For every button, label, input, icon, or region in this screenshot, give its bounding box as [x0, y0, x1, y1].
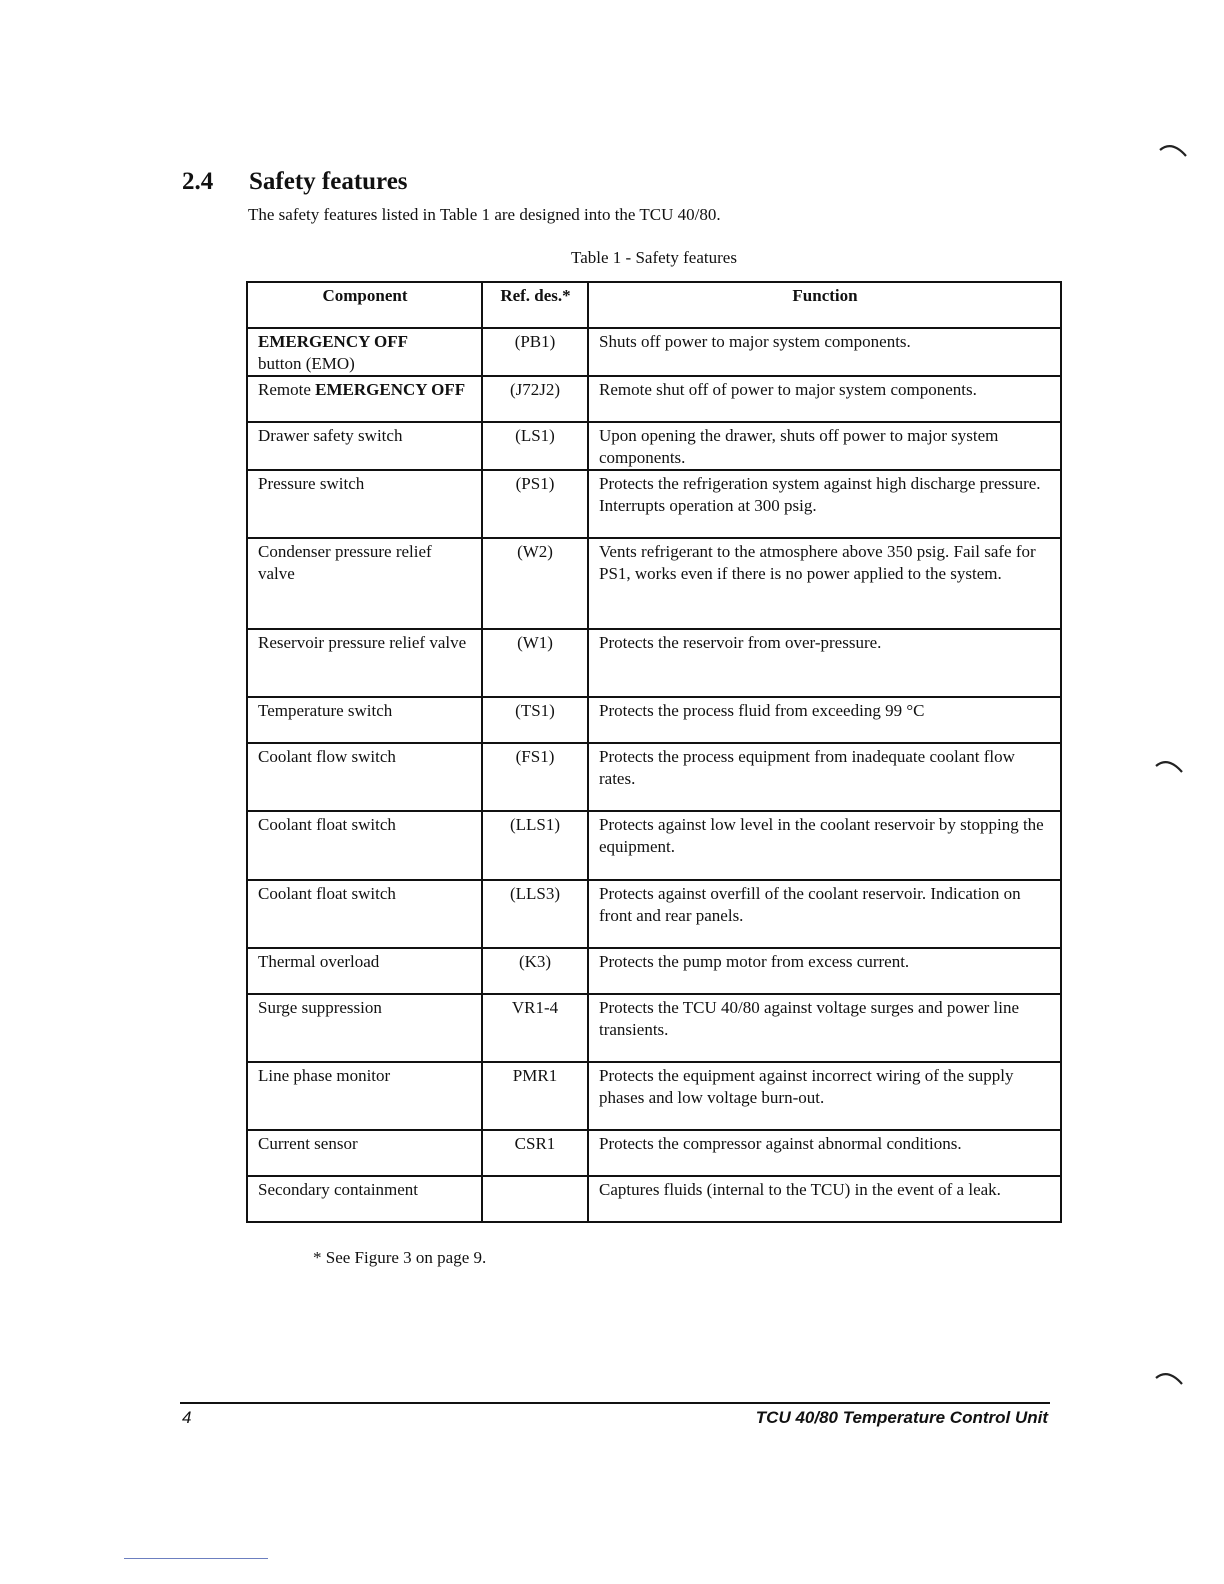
function-cell: Shuts off power to major system components.	[588, 328, 1061, 376]
ref-cell: (TS1)	[482, 697, 588, 743]
table-row	[247, 697, 1061, 743]
table-row	[247, 880, 1061, 948]
function-cell: Protects against low level in the coolant reservoir by stopping the equipment.	[588, 811, 1061, 880]
ref-cell: (LLS3)	[482, 880, 588, 948]
component-cell	[247, 376, 482, 422]
section-number: 2.4	[182, 168, 214, 195]
ref-cell: (PB1)	[482, 328, 588, 376]
ref-cell: (LS1)	[482, 422, 588, 470]
component-cell: Temperature switch	[247, 697, 482, 743]
component-cell: Thermal overload	[247, 948, 482, 994]
table-row	[247, 1176, 1061, 1222]
function-cell: Vents refrigerant to the atmosphere above 350 psig. Fail safe for PS1, works even if there is no power applied to the system.	[588, 538, 1061, 629]
function-cell: Protects the compressor against abnormal conditions.	[588, 1130, 1061, 1176]
ref-cell: PMR1	[482, 1062, 588, 1130]
ref-cell: CSR1	[482, 1130, 588, 1176]
table-row	[247, 376, 1061, 422]
component-cell: Coolant float switch	[247, 811, 482, 880]
function-cell: Remote shut off of power to major system components.	[588, 376, 1061, 422]
component-cell	[247, 328, 482, 376]
function-cell: Protects the process fluid from exceeding 99 °C	[588, 697, 1061, 743]
table-row	[247, 629, 1061, 697]
function-cell: Protects the reservoir from over-pressure.	[588, 629, 1061, 697]
intro-paragraph: The safety features listed in Table 1 are designed into the TCU 40/80.	[248, 205, 721, 224]
ref-cell: (W2)	[482, 538, 588, 629]
component-cell: Current sensor	[247, 1130, 482, 1176]
function-cell: Protects the equipment against incorrect wiring of the supply phases and low voltage burn-out.	[588, 1062, 1061, 1130]
running-footer-title: TCU 40/80 Temperature Control Unit	[755, 1408, 1048, 1427]
table-header-row	[247, 282, 1061, 328]
ref-cell	[482, 1176, 588, 1222]
table-row	[247, 1130, 1061, 1176]
table-row	[247, 811, 1061, 880]
component-bold-text: EMERGENCY OFF	[315, 380, 466, 399]
binder-hole-mark-icon	[1154, 756, 1184, 774]
table-caption: Table 1 - Safety features	[571, 248, 737, 267]
ref-cell: (FS1)	[482, 743, 588, 811]
page-number: 4	[182, 1408, 192, 1427]
table-footnote: * See Figure 3 on page 9.	[313, 1248, 487, 1267]
link-underline	[124, 1558, 268, 1559]
header-ref-des: Ref. des.*	[482, 282, 588, 328]
ref-cell: (K3)	[482, 948, 588, 994]
table-row	[247, 948, 1061, 994]
function-cell: Protects the refrigeration system against high discharge pressure. Interrupts operation at 300 psig.	[588, 470, 1061, 538]
table-row	[247, 422, 1061, 470]
ref-cell: (W1)	[482, 629, 588, 697]
component-cell: Line phase monitor	[247, 1062, 482, 1130]
component-cell: Pressure switch	[247, 470, 482, 538]
section-title: Safety features	[249, 168, 408, 195]
table-row	[247, 994, 1061, 1062]
function-cell: Protects the TCU 40/80 against voltage surges and power line transients.	[588, 994, 1061, 1062]
safety-features-table	[246, 281, 1062, 1223]
function-cell: Protects the pump motor from excess current.	[588, 948, 1061, 994]
section-heading	[182, 168, 408, 196]
component-text: Remote	[258, 380, 316, 399]
table-row	[247, 1062, 1061, 1130]
table-row	[247, 743, 1061, 811]
table-row	[247, 328, 1061, 376]
component-cell: Coolant flow switch	[247, 743, 482, 811]
component-cell: Secondary containment	[247, 1176, 482, 1222]
function-cell: Protects against overfill of the coolant reservoir. Indication on front and rear panels.	[588, 880, 1061, 948]
header-function: Function	[588, 282, 1061, 328]
ref-cell: (J72J2)	[482, 376, 588, 422]
component-cell: Drawer safety switch	[247, 422, 482, 470]
header-component: Component	[247, 282, 482, 328]
function-cell: Captures fluids (internal to the TCU) in the event of a leak.	[588, 1176, 1061, 1222]
binder-hole-mark-icon	[1158, 140, 1188, 158]
component-cell: Surge suppression	[247, 994, 482, 1062]
component-cell: Condenser pressure relief valve	[247, 538, 482, 629]
component-text: button (EMO)	[258, 354, 355, 373]
ref-cell: (LLS1)	[482, 811, 588, 880]
component-cell: Coolant float switch	[247, 880, 482, 948]
component-cell: Reservoir pressure relief valve	[247, 629, 482, 697]
function-cell: Protects the process equipment from inadequate coolant flow rates.	[588, 743, 1061, 811]
table-row	[247, 538, 1061, 629]
ref-cell: VR1-4	[482, 994, 588, 1062]
component-bold-text: EMERGENCY OFF	[258, 332, 409, 351]
function-cell: Upon opening the drawer, shuts off power to major system components.	[588, 422, 1061, 470]
table-row	[247, 470, 1061, 538]
ref-cell: (PS1)	[482, 470, 588, 538]
footer-divider	[180, 1402, 1050, 1404]
binder-hole-mark-icon	[1154, 1368, 1184, 1386]
